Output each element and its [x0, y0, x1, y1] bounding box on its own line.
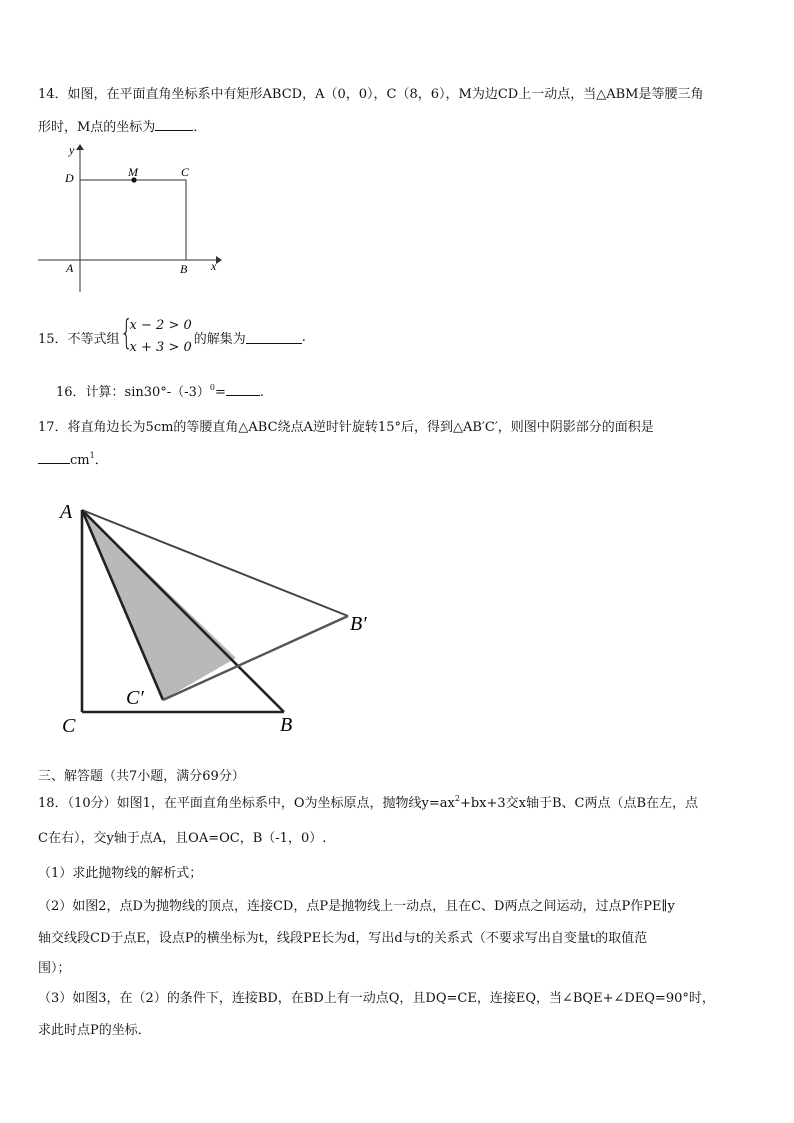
q14-label-d: D: [65, 171, 74, 185]
q17-label-c-prime: C′: [126, 687, 144, 709]
q14-line-2-text: 形时，M点的坐标为: [38, 120, 156, 135]
q18-part-3-line-1: （3）如图3，在（2）的条件下，连接BD，在BD上有一动点Q，且DQ=CE，连接EQ，当∠BQE+∠DEQ=90°时，: [38, 991, 715, 1006]
q14-line-2: [38, 116, 206, 135]
q18-exponent: 2: [454, 794, 460, 803]
q14-label-x: x: [211, 259, 217, 273]
q14-label-c: C: [181, 165, 190, 179]
q18-line-2: C在右），交y轴于点A，且OA=OC，B（-1，0）.: [38, 831, 327, 846]
q15-line: [38, 314, 306, 360]
q18-part-2-line-2: 轴交线段CD于点E，设点P的横坐标为t，线段PE长为d，写出d与t的关系式（不要求写出自变量t的取值范: [38, 931, 648, 946]
q17-unit-exponent: 1: [89, 451, 95, 460]
q14-answer-blank: [155, 118, 193, 131]
q14-label-m: M: [128, 165, 138, 179]
section-3-title: 三、解答题（共7小题，满分69分）: [38, 769, 245, 784]
q17-line-2: [38, 449, 108, 468]
q18-line-1-text: 18．（10分）如图1，在平面直角坐标系中，O为坐标原点，抛物线y=ax: [38, 796, 455, 811]
q16-exponent: 0: [209, 383, 215, 392]
q16-end: .: [259, 385, 264, 400]
q17-label-c: C: [62, 715, 76, 737]
q17-end: ．: [94, 453, 108, 468]
q14-label-y: y: [69, 143, 75, 157]
q14-label-b: B: [180, 262, 188, 276]
q16-line: [56, 381, 264, 400]
q15-row-1: x − 2 > 0: [129, 318, 192, 333]
q18-part-2-line-1: （2）如图2，点D为抛物线的顶点，连接CD，点P是抛物线上一动点，且在C、D两点之间运动，过点P作PE∥y: [38, 899, 675, 914]
q15-suffix: 的解集为: [193, 331, 246, 347]
q18-part-2-line-3: 围）；: [38, 961, 71, 976]
q17-shaded-region: [82, 510, 236, 700]
q14-x-arrow: [216, 256, 222, 264]
q17-label-a: A: [60, 501, 73, 523]
q15-end: .: [301, 329, 306, 345]
q16-equals: =: [214, 385, 226, 400]
q15-inequality-system: [120, 315, 192, 359]
q18-part-3-line-2: 求此时点P的坐标．: [38, 1023, 151, 1038]
q17-label-b: B: [280, 714, 293, 736]
q18-line-1: [38, 792, 698, 811]
q16-text: 16．计算：sin30°-（-3）: [56, 385, 210, 400]
q17-unit: cm: [70, 453, 90, 468]
q14-figure: [36, 142, 226, 294]
q14-rectangle-abcd: [80, 180, 186, 260]
q15-row-2: x + 3 > 0: [129, 340, 192, 355]
q14-line-2-end: ．: [193, 120, 207, 135]
q14-line-1: 14．如图，在平面直角坐标系中有矩形ABCD，A（0，0），C（8，6），M为边CD上一动点，当△ABM是等腰三角: [38, 87, 704, 102]
q18-part-1: （1）求此抛物线的解析式；: [38, 866, 203, 881]
q16-answer-blank: [226, 383, 260, 396]
q14-y-arrow: [76, 144, 84, 150]
q18-line-1-rest: +bx+3交x轴于B、C两点（点B在左，点: [459, 796, 699, 811]
q17-line-1: 17．将直角边长为5cm的等腰直角△ABC绕点A逆时针旋转15°后，得到△AB′C′，则图中阴影部分的面积是: [38, 420, 654, 435]
q17-label-b-prime: B′: [350, 613, 367, 635]
q17-answer-blank: [38, 451, 70, 464]
q17-figure: [50, 490, 390, 742]
q14-label-a: A: [66, 261, 74, 275]
q15-brace: {: [119, 313, 133, 353]
q15-prefix: 15．不等式组: [38, 331, 120, 347]
q15-answer-blank: [246, 331, 302, 344]
